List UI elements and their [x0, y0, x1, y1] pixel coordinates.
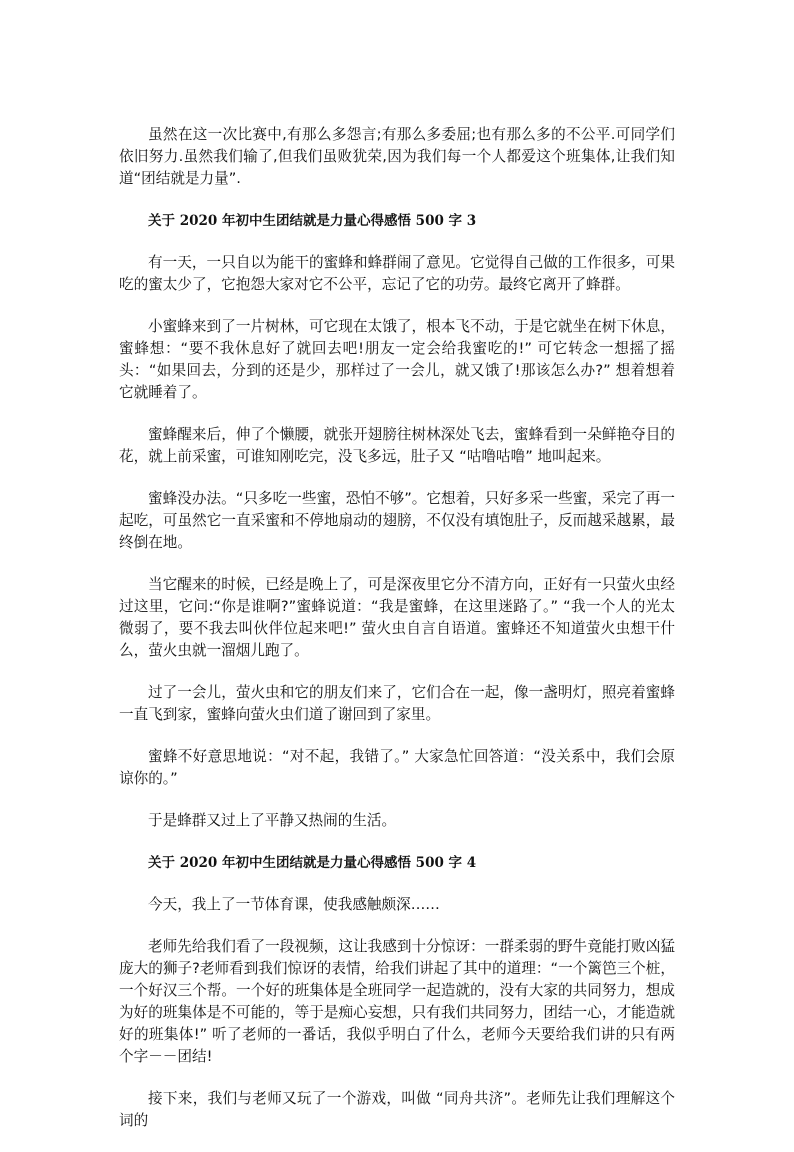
paragraph-11: 老师先给我们看了一段视频，这让我感到十分惊讶：一群柔弱的野牛竟能打败凶猛庞大的狮子?老师看到我们惊讶的表情，给我们讲起了其中的道理：“一个篱笆三个桩，一个好汉三个帮。一个好的班集体是全班同学一起造就的，没有大家的共同努力，想成为好的班集体是不可能的，等于是痴心妄想，只有我们共同努力，团结一心，才能造就好的班集体!” 听了老师的一番话，我似乎明白了什么，老师今天要给我们讲的只有两个字－－团结!	[119, 938, 675, 1065]
paragraph-2: 有一天，一只自以为能干的蜜蜂和蜂群闹了意见。它觉得自己做的工作很多，可果吃的蜜太少了，它抱怨大家对它不公平，忘记了它的功劳。最终它离开了蜂群。	[119, 254, 675, 293]
paragraph-8: 蜜蜂不好意思地说：“对不起，我错了。” 大家急忙回答道：“没关系中，我们会原谅你的。”	[119, 748, 675, 787]
paragraph-4: 蜜蜂醒来后，伸了个懒腰，就张开翅膀往树林深处飞去，蜜蜂看到一朵鲜艳夺目的花，就上前采蜜，可谁知刚吃完，没飞多远，肚子又 “咕噜咕噜” 地叫起来。	[119, 426, 675, 465]
paragraph-1: 虽然在这一次比赛中,有那么多怨言;有那么多委屈;也有那么多的不公平.可同学们依旧努力.虽然我们输了,但我们虽败犹荣,因为我们每一个人都爱这个班集体,让我们知道“团结就是力量”.	[119, 126, 675, 187]
section-heading-4: 关于 2020 年初中生团结就是力量心得感悟 500 字 4	[148, 855, 477, 871]
paragraph-5: 蜜蜂没办法。“只多吃一些蜜，恐怕不够”。它想着，只好多采一些蜜，采完了再一起吃，可虽然它一直采蜜和不停地扇动的翅膀，不仅没有填饱肚子，反而越采越累，最终倒在地。	[119, 490, 675, 551]
paragraph-10: 今天，我上了一节体育课，使我感触颇深……	[148, 896, 440, 913]
section-heading-3: 关于 2020 年初中生团结就是力量心得感悟 500 字 3	[148, 213, 477, 229]
paragraph-12: 接下来，我们与老师又玩了一个游戏，叫做 “同舟共济”。老师先让我们理解这个词的	[119, 1090, 675, 1129]
paragraph-7: 过了一会儿，萤火虫和它的朋友们来了，它们合在一起，像一盏明灯，照亮着蜜蜂一直飞到家，蜜蜂向萤火虫们道了谢回到了家里。	[119, 684, 675, 723]
paragraph-3: 小蜜蜂来到了一片树林，可它现在太饿了，根本飞不动，于是它就坐在树下休息，蜜蜂想：“要不我休息好了就回去吧!朋友一定会给我蜜吃的!” 可它转念一想摇了摇头：“如果回去，分到的还是少，那样过了一会儿，就又饿了!那该怎么办?” 想着想着它就睡着了。	[119, 318, 675, 401]
paragraph-9: 于是蜂群又过上了平静又热闹的生活。	[148, 812, 397, 829]
paragraph-6: 当它醒来的时候，已经是晚上了，可是深夜里它分不清方向，正好有一只萤火虫经过这里，它问:“你是谁啊?”蜜蜂说道：“我是蜜蜂，在这里迷路了。” “我一个人的光太微弱了，要不我去叫伙伴位起来吧!” 萤火虫自言自语道。蜜蜂还不知道萤火虫想干什么，萤火虫就一溜烟儿跑了。	[119, 576, 675, 659]
document-page	[119, 124, 675, 1152]
